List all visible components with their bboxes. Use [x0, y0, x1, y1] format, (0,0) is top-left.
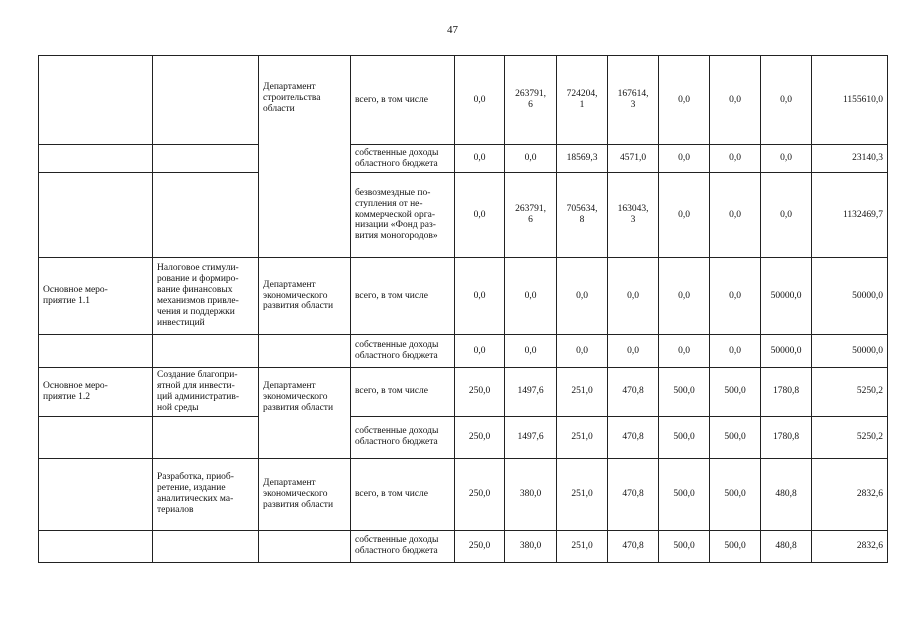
value-cell: 705634, 8 — [557, 173, 608, 258]
measure-cell — [39, 416, 153, 458]
executor-cell — [259, 530, 351, 562]
total-cell: 5250,2 — [812, 416, 888, 458]
total-cell: 50000,0 — [812, 258, 888, 335]
value-cell: 500,0 — [659, 530, 710, 562]
value-cell: 251,0 — [557, 416, 608, 458]
value-cell: 0,0 — [505, 145, 557, 173]
source-cell: собственные доходы областного бюджета — [351, 530, 455, 562]
total-cell: 1155610,0 — [812, 56, 888, 145]
budget-table — [38, 55, 888, 563]
table-row — [39, 530, 888, 562]
value-cell: 724204, 1 — [557, 56, 608, 145]
description-cell — [153, 173, 259, 258]
measure-cell — [39, 335, 153, 368]
value-cell: 500,0 — [710, 368, 761, 417]
value-cell: 0,0 — [455, 258, 505, 335]
description-cell: Создание благопри- ятной для инвести- ций административ- ной среды — [153, 368, 259, 417]
value-cell: 0,0 — [505, 335, 557, 368]
source-cell: всего, в том числе — [351, 458, 455, 530]
value-cell: 500,0 — [710, 458, 761, 530]
executor-cell: Департамент экономического развития области — [259, 258, 351, 335]
description-cell — [153, 530, 259, 562]
description-cell — [153, 145, 259, 173]
value-cell: 0,0 — [608, 335, 659, 368]
source-cell: всего, в том числе — [351, 368, 455, 417]
description-cell — [153, 335, 259, 368]
executor-cell — [259, 335, 351, 368]
value-cell: 0,0 — [455, 145, 505, 173]
total-cell: 1132469,7 — [812, 173, 888, 258]
executor-cell: Департамент экономического развития области — [259, 368, 351, 417]
value-cell: 0,0 — [761, 173, 812, 258]
measure-cell — [39, 56, 153, 145]
total-cell: 50000,0 — [812, 335, 888, 368]
table-row — [39, 173, 888, 258]
value-cell: 480,8 — [761, 530, 812, 562]
source-cell: всего, в том числе — [351, 258, 455, 335]
value-cell: 0,0 — [455, 173, 505, 258]
value-cell: 1497,6 — [505, 416, 557, 458]
measure-cell — [39, 458, 153, 530]
table-row — [39, 258, 888, 335]
table-row — [39, 368, 888, 417]
source-cell: собственные доходы областного бюджета — [351, 416, 455, 458]
value-cell: 0,0 — [659, 145, 710, 173]
value-cell: 251,0 — [557, 458, 608, 530]
value-cell: 0,0 — [659, 56, 710, 145]
value-cell: 0,0 — [659, 258, 710, 335]
total-cell: 23140,3 — [812, 145, 888, 173]
value-cell: 0,0 — [710, 258, 761, 335]
value-cell: 0,0 — [761, 56, 812, 145]
value-cell: 1780,8 — [761, 368, 812, 417]
page-number: 47 — [447, 24, 458, 36]
description-cell: Налоговое стимули- рование и формиро- вание финансовых механизмов привле- чения и поддержки инвестиций — [153, 258, 259, 335]
measure-cell — [39, 530, 153, 562]
value-cell: 0,0 — [659, 335, 710, 368]
value-cell: 0,0 — [557, 258, 608, 335]
value-cell: 500,0 — [659, 458, 710, 530]
value-cell: 250,0 — [455, 416, 505, 458]
value-cell: 470,8 — [608, 416, 659, 458]
source-cell: собственные доходы областного бюджета — [351, 335, 455, 368]
value-cell: 167614, 3 — [608, 56, 659, 145]
value-cell: 500,0 — [710, 530, 761, 562]
value-cell: 250,0 — [455, 530, 505, 562]
measure-cell — [39, 145, 153, 173]
value-cell: 0,0 — [659, 173, 710, 258]
value-cell: 4571,0 — [608, 145, 659, 173]
value-cell: 500,0 — [710, 416, 761, 458]
value-cell: 0,0 — [455, 56, 505, 145]
measure-cell: Основное меро- приятие 1.2 — [39, 368, 153, 417]
source-cell: собственные доходы областного бюджета — [351, 145, 455, 173]
table-row — [39, 416, 888, 458]
value-cell: 0,0 — [710, 56, 761, 145]
measure-cell — [39, 173, 153, 258]
value-cell: 0,0 — [608, 258, 659, 335]
value-cell: 263791, 6 — [505, 173, 557, 258]
value-cell: 480,8 — [761, 458, 812, 530]
executor-cell: Департамент экономического развития области — [259, 458, 351, 530]
total-cell: 2832,6 — [812, 458, 888, 530]
table-row — [39, 335, 888, 368]
value-cell: 0,0 — [505, 258, 557, 335]
value-cell: 470,8 — [608, 530, 659, 562]
value-cell: 380,0 — [505, 530, 557, 562]
value-cell: 380,0 — [505, 458, 557, 530]
value-cell: 0,0 — [710, 173, 761, 258]
value-cell: 50000,0 — [761, 258, 812, 335]
description-cell: Разработка, приоб- ретение, издание аналитических ма- териалов — [153, 458, 259, 530]
description-cell — [153, 56, 259, 145]
value-cell: 263791, 6 — [505, 56, 557, 145]
total-cell: 2832,6 — [812, 530, 888, 562]
value-cell: 250,0 — [455, 368, 505, 417]
value-cell: 0,0 — [761, 145, 812, 173]
value-cell: 251,0 — [557, 368, 608, 417]
table-row — [39, 145, 888, 173]
value-cell: 163043, 3 — [608, 173, 659, 258]
value-cell: 470,8 — [608, 368, 659, 417]
table-row — [39, 56, 888, 145]
value-cell: 500,0 — [659, 416, 710, 458]
value-cell: 470,8 — [608, 458, 659, 530]
source-cell: всего, в том числе — [351, 56, 455, 145]
value-cell: 1497,6 — [505, 368, 557, 417]
value-cell: 250,0 — [455, 458, 505, 530]
executor-cell: Департамент строительства области — [259, 56, 351, 258]
measure-cell: Основное меро- приятие 1.1 — [39, 258, 153, 335]
table-row — [39, 458, 888, 530]
value-cell: 0,0 — [710, 335, 761, 368]
value-cell: 50000,0 — [761, 335, 812, 368]
executor-cell — [259, 416, 351, 458]
source-cell: безвозмездные по- ступления от не- коммерческой орга- низации «Фонд раз- вития моногородов» — [351, 173, 455, 258]
value-cell: 18569,3 — [557, 145, 608, 173]
description-cell — [153, 416, 259, 458]
value-cell: 251,0 — [557, 530, 608, 562]
value-cell: 0,0 — [455, 335, 505, 368]
value-cell: 500,0 — [659, 368, 710, 417]
total-cell: 5250,2 — [812, 368, 888, 417]
value-cell: 0,0 — [557, 335, 608, 368]
value-cell: 0,0 — [710, 145, 761, 173]
value-cell: 1780,8 — [761, 416, 812, 458]
